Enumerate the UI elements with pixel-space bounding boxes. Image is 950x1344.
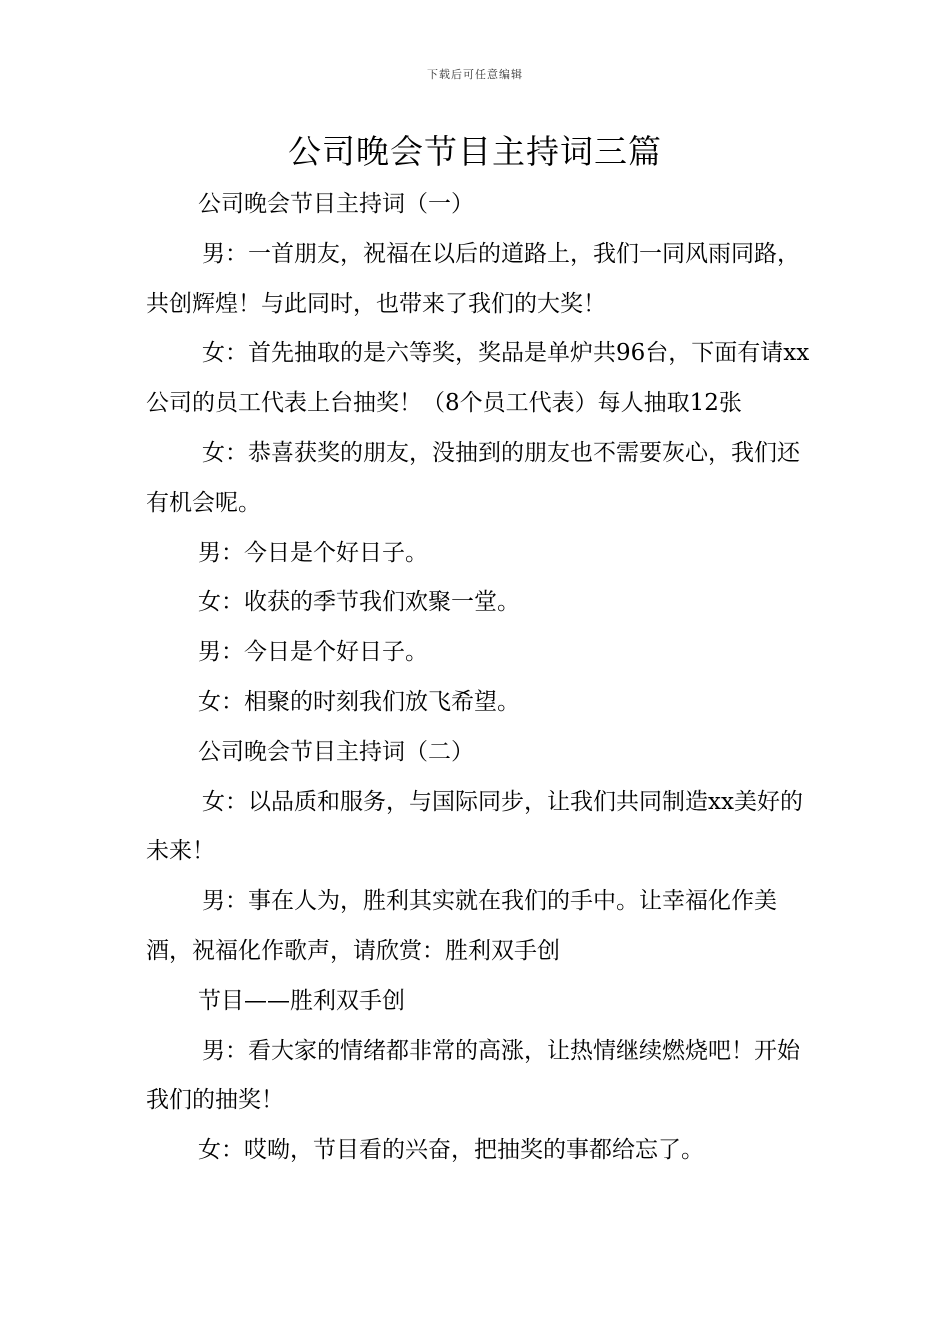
section-heading-1: 公司晚会节目主持词（一） — [198, 191, 474, 217]
paragraph: 女：恭喜获奖的朋友，没抽到的朋友也不需要灰心，我们还有机会呢。 — [146, 439, 800, 516]
document-title: 公司晚会节目主持词三篇 — [288, 132, 662, 171]
paragraph: 女：相聚的时刻我们放飞希望。 — [198, 688, 520, 715]
paragraph: 女：收获的季节我们欢聚一堂。 — [198, 589, 520, 616]
paragraph: 女：以品质和服务，与国际同步，让我们共同制造xx美好的未来！ — [146, 788, 803, 865]
section-heading-2: 公司晚会节目主持词（二） — [198, 738, 474, 765]
paragraph: 男：看大家的情绪都非常的高涨，让热情继续燃烧吧！开始我们的抽奖！ — [146, 1037, 800, 1114]
paragraph: 男：今日是个好日子。 — [198, 539, 428, 566]
paragraph: 男：今日是个好日子。 — [198, 639, 428, 666]
header-note: 下载后可任意编辑 — [427, 68, 523, 81]
paragraph: 女：首先抽取的是六等奖，奖品是单炉共96台，下面有请xx公司的员工代表上台抽奖！（8个员工代表）每人抽取12张 — [146, 340, 810, 417]
paragraph: 男：事在人为，胜利其实就在我们的手中。让幸福化作美酒，祝福化作歌声，请欣赏：胜利双手创 — [146, 888, 777, 964]
paragraph: 女：哎呦，节目看的兴奋，把抽奖的事都给忘了。 — [198, 1137, 704, 1164]
paragraph: 男：一首朋友，祝福在以后的道路上，我们一同风雨同路，共创辉煌！与此同时，也带来了我们的大奖！ — [146, 240, 800, 317]
paragraph: 节目——胜利双手创 — [198, 987, 405, 1014]
document-body — [146, 180, 816, 1176]
